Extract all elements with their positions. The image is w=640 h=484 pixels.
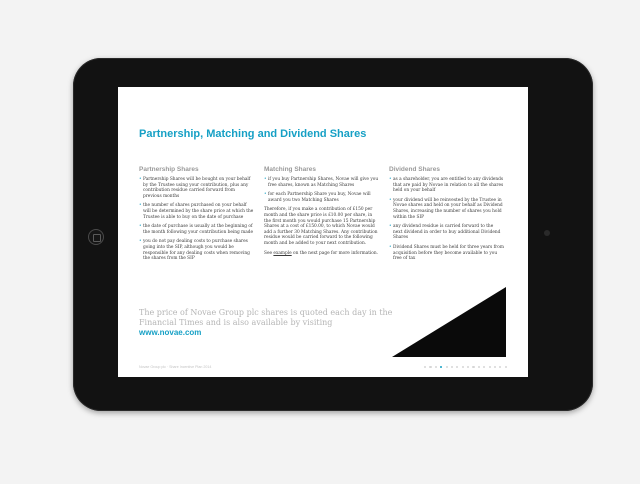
page-dot[interactable] (424, 366, 426, 368)
example-link[interactable]: example (273, 250, 292, 256)
list-item: • Partnership Shares will be bought on your behalf by the Trustee using your contribution, plus any contribution residue carried forward from previous months (139, 177, 254, 199)
share-price-quote (139, 308, 399, 338)
list-item: • for each Partnership Share you buy, Novae will award you two Matching Shares (264, 192, 379, 203)
list-item: • as a shareholder, you are entitled to any dividends that are paid by Novae in relation to all the shares held on your behalf (389, 177, 504, 194)
list-item: • your dividend will be reinvested by the Trustee in Novae shares and held on your behalf as Dividend Shares, increasing the number of shares you hold within the SIP (389, 198, 504, 220)
page-dot[interactable] (489, 366, 491, 368)
example-paragraph: Therefore, if you make a contribution of £150 per month and the share price is £10.00 per share, in the first month you would purchase 15 Partnership Shares at a cost of £150.00, to which Novae would add a further 30 Matching Shares. Any contribution residue would be carried forward to the following month and be added to your next contribution. (264, 207, 378, 246)
column-heading: Dividend Shares (389, 166, 440, 173)
page-dot[interactable] (478, 366, 480, 368)
list-item: • any dividend residue is carried forward to the next dividend in order to buy additional Dividend Shares (389, 224, 504, 241)
decorative-black-triangle (392, 287, 506, 357)
page-dot[interactable] (435, 366, 437, 368)
bullet-list (389, 177, 504, 262)
note-prefix: See (264, 250, 274, 256)
page-dot[interactable] (456, 366, 458, 368)
list-item: • Dividend Shares must be held for three years from acquisition before they become available to you free of tax (389, 245, 504, 262)
page-dot[interactable] (462, 366, 464, 368)
page-title: Partnership, Matching and Dividend Shares (139, 128, 367, 140)
page-dot[interactable] (467, 366, 469, 368)
column-heading: Matching Shares (264, 166, 317, 173)
page-dot[interactable] (472, 366, 474, 368)
home-button[interactable] (88, 229, 104, 245)
list-item: • you do not pay dealing costs to purchase shares going into the SIP, although you would be responsible for any dealing costs when removing the shares from the SIP (139, 239, 254, 261)
column-matching-shares (264, 166, 379, 260)
column-partnership-shares (139, 166, 254, 266)
quote-text: The price of Novae Group plc shares is quoted each day in the Financial Times and is also available by visiting (139, 308, 393, 327)
page-dot[interactable] (446, 366, 448, 368)
footer-text: Novae Group plc · Share Incentive Plan 2014 (139, 365, 212, 369)
list-item: • the number of shares purchased on your behalf will be determined by the share price at which the Trustee is able to buy on the date of purchase (139, 203, 254, 220)
list-item: • the date of purchase is usually at the beginning of the month following your contribution being made (139, 224, 254, 235)
bullet-list (264, 177, 379, 203)
website-link[interactable]: www.novae.com (139, 328, 202, 337)
column-heading: Partnership Shares (139, 166, 199, 173)
see-example-note (264, 251, 379, 257)
page-indicator (424, 366, 507, 368)
page-dot[interactable] (499, 366, 501, 368)
bullet-list (139, 177, 254, 262)
page-dot[interactable] (440, 366, 442, 368)
note-suffix: on the next page for more information. (291, 250, 379, 256)
page-dot[interactable] (494, 366, 496, 368)
tablet-screen (118, 87, 528, 377)
column-dividend-shares (389, 166, 504, 266)
page-dot[interactable] (429, 366, 431, 368)
front-camera (544, 230, 550, 236)
page-dot[interactable] (505, 366, 507, 368)
page-dot[interactable] (483, 366, 485, 368)
list-item: • if you buy Partnership Shares, Novae will give you free shares, known as Matching Shares (264, 177, 379, 188)
page-dot[interactable] (451, 366, 453, 368)
